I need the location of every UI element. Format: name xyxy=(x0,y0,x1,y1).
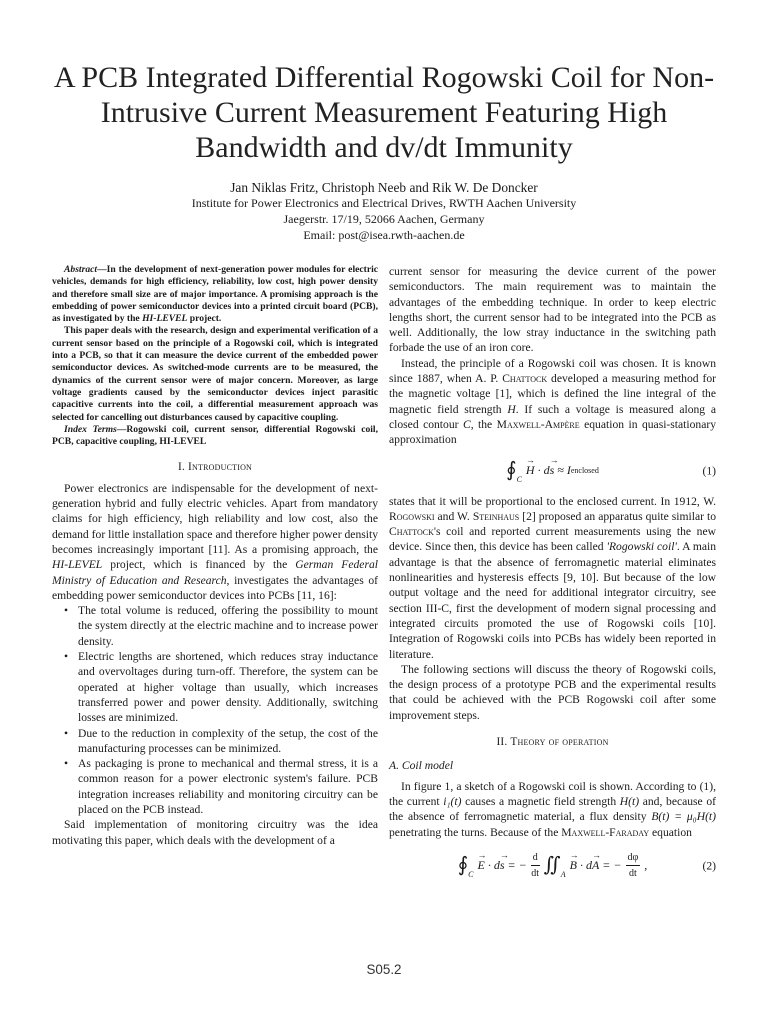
body-paragraph-5: In figure 1, a sketch of a Rogowski coil is shown. According to (1), the current i₁(t) causes a magnetic field strength H(t) and, because of the absence of ferromagnetic material, a flux density B(t) = μ₀H(t) penetrating the turns. Because of the Maxwell-Faraday equation xyxy=(389,779,717,839)
equation-1: ∮ C → H · d → s ≈ I enclosed (1) xyxy=(389,454,716,488)
list-item: • Due to the reduction in complexity of the setup, the cost of the manufacturing processes can be minimized. xyxy=(78,726,378,757)
list-item: • As packaging is prone to mechanical and thermal stress, it is a common reason for a power electronic system's failure. PCB integration increases reliability and monitoring circuitry can be placed on the PCB instead. xyxy=(78,756,378,817)
list-item: • The total volume is reduced, offering the possibility to mount the system directly at the electric machine and to increase power density. xyxy=(78,603,378,649)
paper-title: A PCB Integrated Differential Rogowski Coil for Non-Intrusive Current Measurement Featuring High Bandwidth and dv/dt Immunity xyxy=(53,61,715,164)
section-heading-introduction: I. Introduction xyxy=(177,461,253,474)
body-paragraph-3: states that it will be proportional to the enclosed current. In 1912, W. Rogowski and W. Steinhaus [2] proposed an apparatus quite similar to Chattock's coil and reported current measurements using the new device. Since then, this device has been called 'Rogowski coil'. A main advantage is that the absence of ferromagnetic material eliminates nonlinearities and hysteresis effects [9, 10]. But because of the low output voltage and the need for additional integrator circuitry, see section III-C, first the development of modern signal processing and integrated circuits promoted the use of Rogowski coils [10]. Integration of Rogowski coils into PCBs has widely been reported in literature. xyxy=(389,494,717,661)
abstract-paragraph-1: Abstract—In the development of next-generation power modules for electric vehicles, demands for high efficiency, reliability, low cost, high power density and therefore small size are of major importance. A promising approach is the embedding of power semiconductor devices into a printed circuit board (PCB), as investigated by the HI-LEVEL project. xyxy=(52,264,378,325)
email: Email: post@isea.rwth-aachen.de xyxy=(303,228,465,242)
intro-paragraph-1: Power electronics are indispensable for the development of next-generation hybrid and fully electric vehicles. Apart from mandatory claims for high efficiency, high reliability and low cost, also the demand for little installation space and therefore higher power density becomes increasingly important [11]. As a promising approach, the HI-LEVEL project, which is financed by the German Federal Ministry of Education and Research, investigates the advantages of embedding power semiconductor devices into PCBs [11, 16]: xyxy=(52,481,378,602)
body-paragraph-2: Instead, the principle of a Rogowski coil was chosen. It is known since 1887, when A. P. Chattock developed a measuring method for the magnetic voltage [1], which is defined the line integral of the magnetic field strength H. If such a voltage is measured along a closed contour C, the Maxwell-Ampère equation in quasi-stationary approximation xyxy=(389,356,717,447)
equation-2: ∮ C → E · d → s = − $\frac{d}{dt}$ ∬ A → B · d → A = − $\frac{d\varphi}{dt}$ , (2) xyxy=(389,846,716,886)
project-name: HI-LEVEL xyxy=(142,313,188,325)
authors: Jan Niklas Fritz, Christoph Neeb and Rik W. De Doncker xyxy=(230,180,538,195)
right-column xyxy=(389,264,716,892)
body-paragraph-4: The following sections will discuss the theory of Rogowski coils, the design process of a prototype PCB and the experimental results that could be achieved with the PCB Rogowski coil after some improvement steps. xyxy=(389,662,716,722)
list-item: • Electric lengths are shortened, which reduces stray inductance and overvoltages during turn-off. Therefore, the system can be operated at higher voltage than usually, which increases transferred power and power density. Additionally, switching losses are minimized. xyxy=(78,649,378,725)
abstract-label: Abstract xyxy=(64,264,98,275)
index-terms-label: Index Terms xyxy=(64,423,117,435)
abstract xyxy=(52,264,378,448)
affiliation-line-2: Jaegerstr. 17/19, 52066 Aachen, Germany xyxy=(283,212,485,226)
abstract-paragraph-2: This paper deals with the research, design and experimental verification of a current sensor based on the principle of a Rogowski coil, which is integrated into a PCB, so that it can measure the device current of the embedded power semiconductor devices. As switched-mode currents are to be measured, the dynamics of the current sensor were of major concern. Moreover, as large voltage gradients caused by the semiconductor devices inject parasitic capacitive currents into the coil, a differential measurement approach was selected for cancelling out disturbances caused by capacitive coupling. xyxy=(52,325,378,423)
affiliation-block xyxy=(40,195,728,243)
equation-number: (1) xyxy=(702,463,716,477)
page-footer-id: S05.2 xyxy=(366,962,402,977)
section-heading-theory: II. Theory of operation xyxy=(496,736,609,749)
body-paragraph-1: current sensor for measuring the device current of the power semiconductors. The main requirement was to maintain the advantages of the embedding technique. In order to keep electric lengths short, the current sensor had to be integrated into the PCB as well. Additionally, the low stray inductance in the switching path forbade the use of an iron core. xyxy=(389,265,716,355)
intro-paragraph-2: Said implementation of monitoring circuitry was the idea motivating this paper, which deals with the development of a xyxy=(52,818,378,847)
equation-number: (2) xyxy=(702,859,716,873)
left-column xyxy=(52,264,378,848)
index-terms: Index Terms—Rogowski coil, current sensor, differential Rogowski coil, PCB, capacitive coupling, HI-LEVEL xyxy=(52,423,378,448)
affiliation-line-1: Institute for Power Electronics and Electrical Drives, RWTH Aachen University xyxy=(191,196,577,210)
subsection-heading-coil-model: A. Coil model xyxy=(389,759,454,773)
advantages-list xyxy=(52,603,378,817)
contour-integral-symbol: ∮ xyxy=(506,458,517,481)
